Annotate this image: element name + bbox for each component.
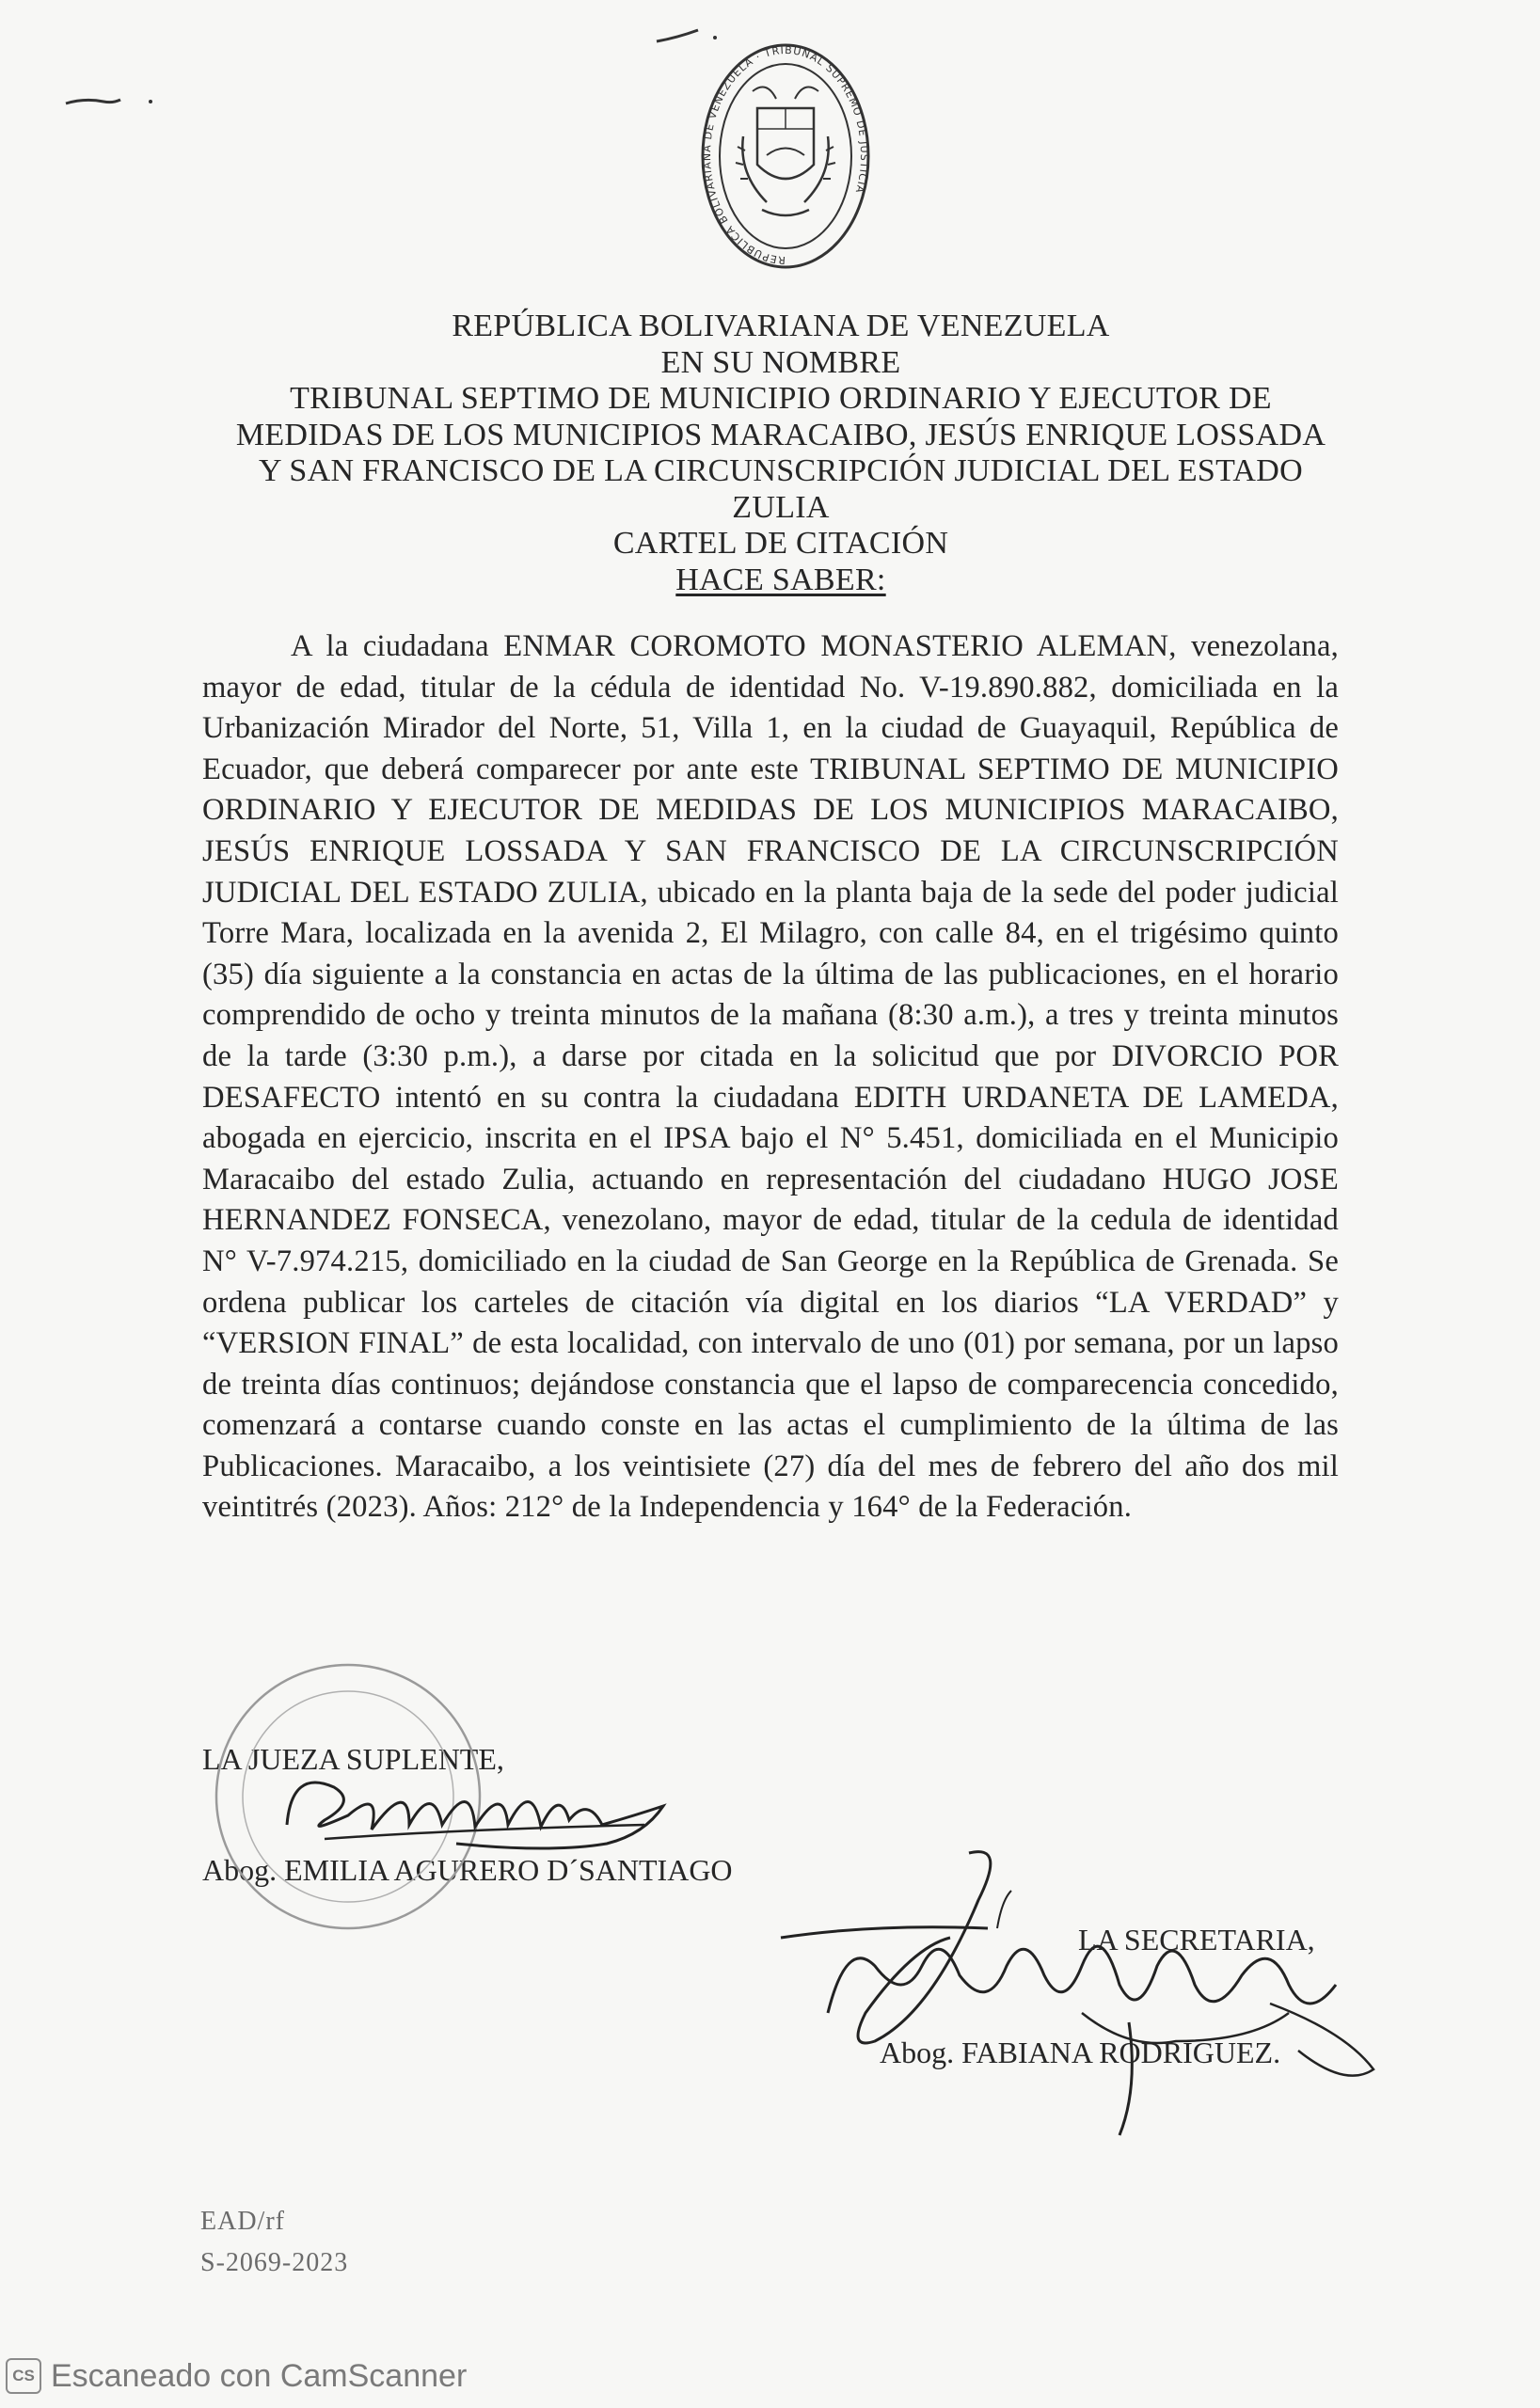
citation-body xyxy=(202,626,1339,1529)
camscanner-logo-icon: CS xyxy=(6,2358,41,2394)
secretary-name: Abog. FABIANA RODRIGUEZ. xyxy=(880,2036,1281,2069)
seal-ring-text: REPÚBLICA BOLIVARIANA DE VENEZUELA · TRIBUNAL SUPREMO DE JUSTICIA xyxy=(701,43,871,267)
heading-court-line-1: TRIBUNAL SEPTIMO DE MUNICIPIO ORDINARIO Y EJECUTOR DE xyxy=(290,381,1272,416)
judge-signature xyxy=(268,1750,691,1862)
heading-country: REPÚBLICA BOLIVARIANA DE VENEZUELA xyxy=(452,309,1110,343)
heading-court-line-4: ZULIA xyxy=(732,489,830,525)
heading-court-line-2: MEDIDAS DE LOS MUNICIPIOS MARACAIBO, JESÚS ENRIQUE LOSSADA xyxy=(235,417,1326,452)
secretary-signature xyxy=(687,1825,1383,2145)
heading-court-line-3: Y SAN FRANCISCO DE LA CIRCUNSCRIPCIÓN JUDICIAL DEL ESTADO xyxy=(258,453,1303,488)
camscanner-watermark xyxy=(6,2353,467,2399)
file-number: S-2069-2023 xyxy=(200,2248,349,2277)
court-seal xyxy=(696,33,875,279)
pen-mark-top-left xyxy=(56,87,169,115)
judge-title: LA JUEZA SUPLENTE, xyxy=(202,1742,504,1776)
judge-name: Abog. EMILIA AGURERO D´SANTIAGO xyxy=(202,1853,733,1887)
heading-doc-type: CARTEL DE CITACIÓN xyxy=(612,526,949,561)
document-references xyxy=(200,2201,348,2284)
document-heading xyxy=(188,309,1373,598)
secretary-title: LA SECRETARIA, xyxy=(1078,1923,1315,1956)
heading-invocation: EN SU NOMBRE xyxy=(660,344,901,380)
heading-hace-saber: HACE SABER: xyxy=(675,562,886,597)
citation-paragraph: A la ciudadana ENMAR COROMOTO MONASTERIO ALEMAN, venezolana, mayor de edad, titular de la cédula de identidad No. V-19.890.882, domiciliada en la Urbanización Mirador del Norte, 51, Villa 1, en la ciudad de Guayaquil, República de Ecuador, que deberá comparecer por ante este TRIBUNAL SEPTIMO DE MUNICIPIO ORDINARIO Y EJECUTOR DE MEDIDAS DE LOS MUNICIPIOS MARACAIBO, JESÚS ENRIQUE LOSSADA Y SAN FRANCISCO DE LA CIRCUNSCRIPCIÓN JUDICIAL DEL ESTADO ZULIA, ubicado en la planta baja de la sede del poder judicial Torre Mara, localizada en la avenida 2, El Milagro, con calle 84, en el trigésimo quinto (35) día siguiente a la constancia en actas de la última de las publicaciones, en el horario comprendido de ocho y treinta minutos de la mañana (8:30 a.m.), a tres y treinta minutos de la tarde (3:30 p.m.), a darse por citada en la solicitud que por DIVORCIO POR DESAFECTO intentó en su contra la ciudadana EDITH URDANETA DE LAMEDA, abogada en ejercicio, inscrita en el IPSA bajo el N° 5.451, domiciliada en el Municipio Maracaibo del estado Zulia, actuando en representación del ciudadano HUGO JOSE HERNANDEZ FONSECA, venezolano, mayor de edad, titular de la cedula de identidad N° V-7.974.215, domiciliado en la ciudad de San George en la República de Grenada. Se ordena publicar los carteles de citación vía digital en los diarios “LA VERDAD” y “VERSION FINAL” de esta localidad, con intervalo de uno (01) por semana, por un lapso de treinta días continuos; dejándose constancia que el lapso de comparecencia concedido, comenzará a contarse cuando conste en las actas el cumplimiento de la última de las Publicaciones. Maracaibo, a los veintisiete (27) día del mes de febrero del año dos mil veintitrés (2023). Años: 212° de la Independencia y 164° de la Federación. xyxy=(202,629,1339,1525)
author-initials: EAD/rf xyxy=(200,2207,285,2236)
camscanner-label: Escaneado con CamScanner xyxy=(51,2357,468,2394)
